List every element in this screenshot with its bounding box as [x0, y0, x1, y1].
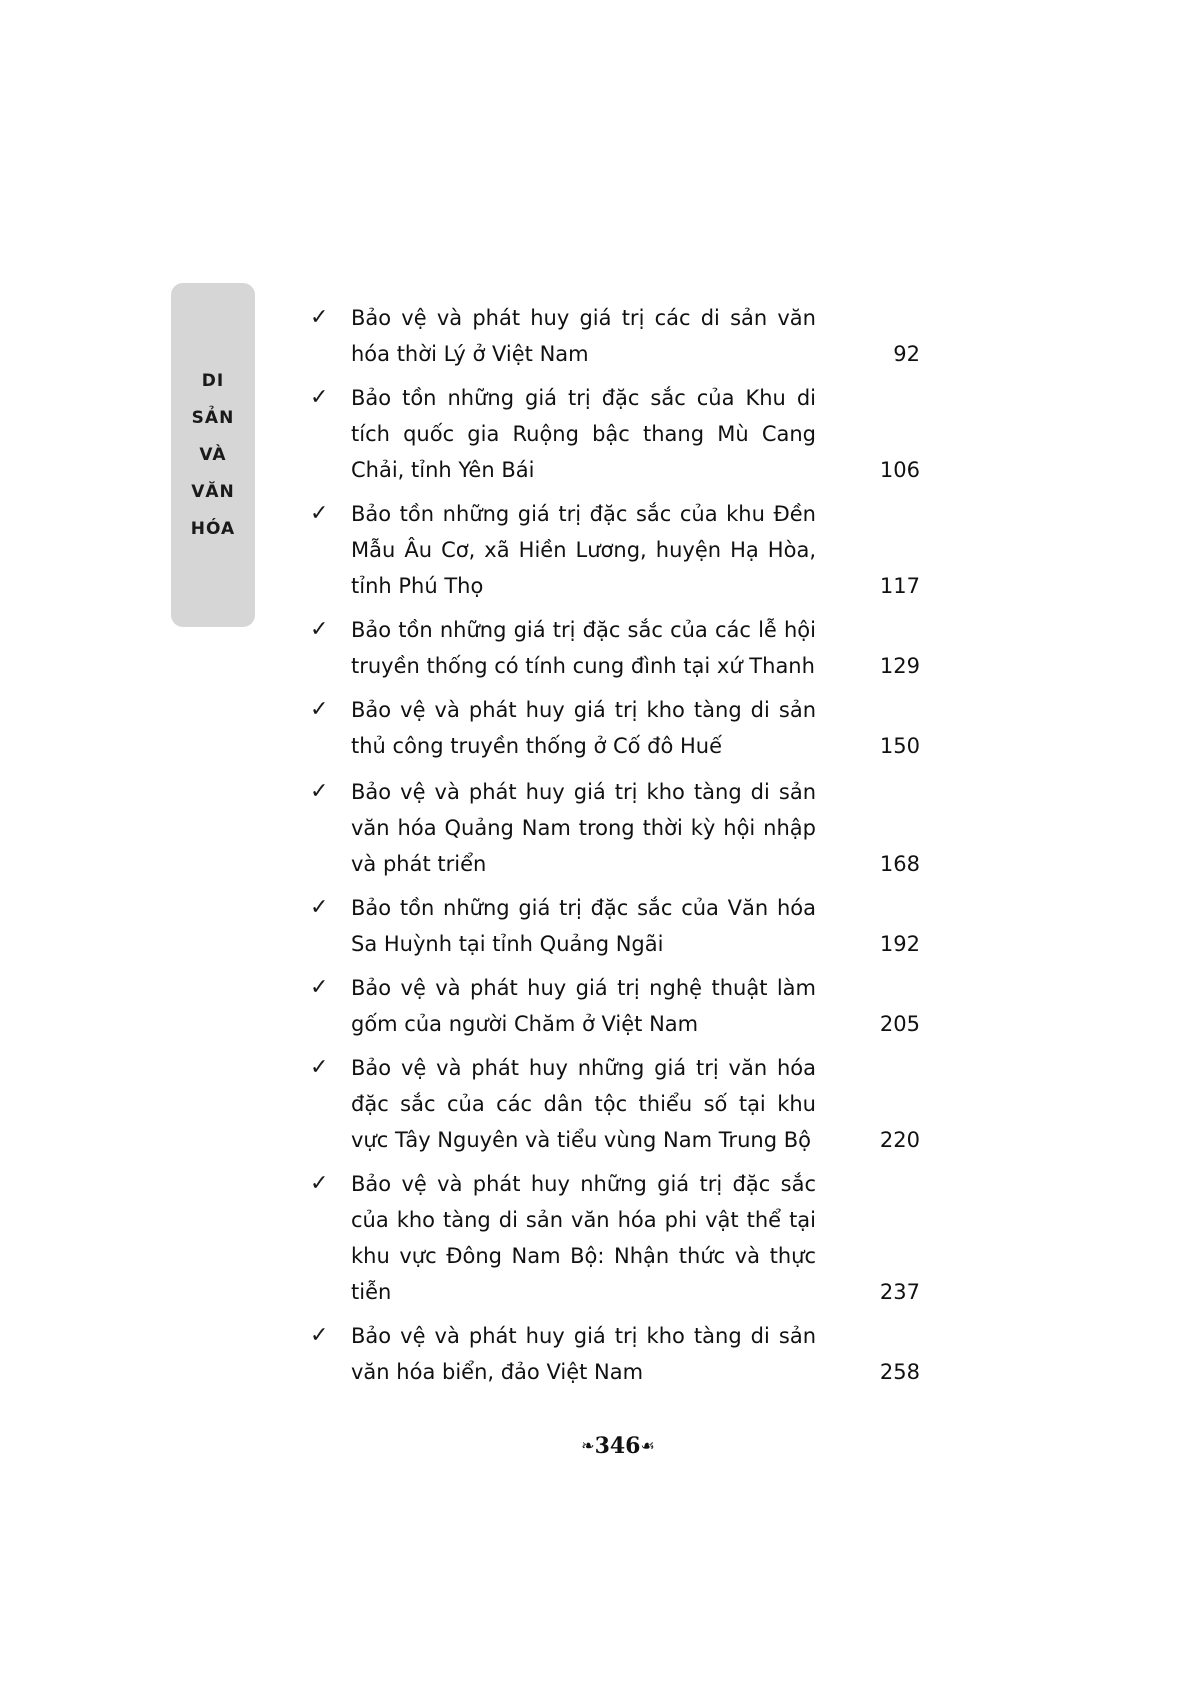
side-tab-label [171, 363, 255, 548]
toc-entry [310, 970, 920, 1042]
check-icon: ✓ [310, 1055, 329, 1080]
check-icon: ✓ [310, 385, 329, 410]
toc-entry-title: Bảo tồn những giá trị đặc sắc của các lễ hội truyền thống có tính cung đình tại xứ Thanh [351, 618, 816, 678]
flourish-right-icon: ☙ [640, 1436, 655, 1455]
check-icon: ✓ [310, 975, 329, 1000]
side-tab-word: DI [201, 371, 225, 391]
toc-entry-title: Bảo vệ và phát huy giá trị nghệ thuật làm gốm của người Chăm ở Việt Nam [351, 976, 816, 1036]
toc-entry [310, 1050, 920, 1158]
toc-entry-page: 258 [879, 1360, 920, 1384]
side-tab-word: SẢN [191, 408, 235, 428]
toc-entry-page: 106 [879, 458, 920, 482]
toc-entry-title: Bảo vệ và phát huy giá trị các di sản văn hóa thời Lý ở Việt Nam [351, 306, 816, 366]
toc-entry-title: Bảo vệ và phát huy những giá trị văn hóa đặc sắc của các dân tộc thiểu số tại khu vực Tây Nguyên và tiểu vùng Nam Trung Bộ [351, 1056, 816, 1152]
check-icon: ✓ [310, 501, 329, 526]
side-tab-word: HÓA [190, 519, 236, 539]
check-icon: ✓ [310, 617, 329, 642]
check-icon: ✓ [310, 1323, 329, 1348]
toc-entry [310, 692, 920, 764]
toc-entry-title: Bảo tồn những giá trị đặc sắc của Khu di tích quốc gia Ruộng bậc thang Mù Cang Chải, tỉnh Yên Bái [351, 386, 816, 482]
toc-entry-page: 168 [879, 852, 920, 876]
toc-entry-title: Bảo vệ và phát huy giá trị kho tàng di sản văn hóa Quảng Nam trong thời kỳ hội nhập và phát triển [351, 780, 816, 876]
toc-entry-title: Bảo vệ và phát huy giá trị kho tàng di sản thủ công truyền thống ở Cố đô Huế [351, 698, 816, 758]
toc-entry-page: 205 [879, 1012, 920, 1036]
check-icon: ✓ [310, 697, 329, 722]
toc-entry-page: 92 [893, 342, 920, 366]
toc-entry-page: 237 [879, 1280, 920, 1304]
check-icon: ✓ [310, 305, 329, 330]
check-icon: ✓ [310, 779, 329, 804]
toc-entry [310, 496, 920, 604]
check-icon: ✓ [310, 895, 329, 920]
page-number [0, 1433, 1190, 1459]
side-tab [171, 283, 255, 627]
toc-entry [310, 1318, 920, 1390]
toc-entry [310, 380, 920, 488]
table-of-contents [310, 300, 920, 1390]
toc-entry [310, 300, 920, 372]
toc-entry [310, 1166, 920, 1310]
side-tab-word: VĂN [191, 482, 235, 502]
toc-entry [310, 774, 920, 882]
flourish-left-icon: ❧ [581, 1436, 595, 1455]
check-icon: ✓ [310, 1171, 329, 1196]
toc-entry-page: 117 [879, 574, 920, 598]
toc-entry [310, 612, 920, 684]
toc-entry-title: Bảo vệ và phát huy những giá trị đặc sắc của kho tàng di sản văn hóa phi vật thể tại khu vực Đông Nam Bộ: Nhận thức và thực tiễn [351, 1172, 816, 1304]
toc-entry [310, 890, 920, 962]
toc-entry-page: 129 [879, 654, 920, 678]
side-tab-word: VÀ [199, 445, 227, 465]
toc-entry-page: 192 [879, 932, 920, 956]
page-number-text: 346 [594, 1433, 641, 1459]
toc-entry-page: 220 [879, 1128, 920, 1152]
toc-entry-title: Bảo vệ và phát huy giá trị kho tàng di sản văn hóa biển, đảo Việt Nam [351, 1324, 816, 1384]
toc-entry-page: 150 [879, 734, 920, 758]
toc-entry-title: Bảo tồn những giá trị đặc sắc của Văn hóa Sa Huỳnh tại tỉnh Quảng Ngãi [351, 896, 816, 956]
toc-entry-title: Bảo tồn những giá trị đặc sắc của khu Đền Mẫu Âu Cơ, xã Hiền Lương, huyện Hạ Hòa, tỉnh Phú Thọ [351, 502, 816, 598]
